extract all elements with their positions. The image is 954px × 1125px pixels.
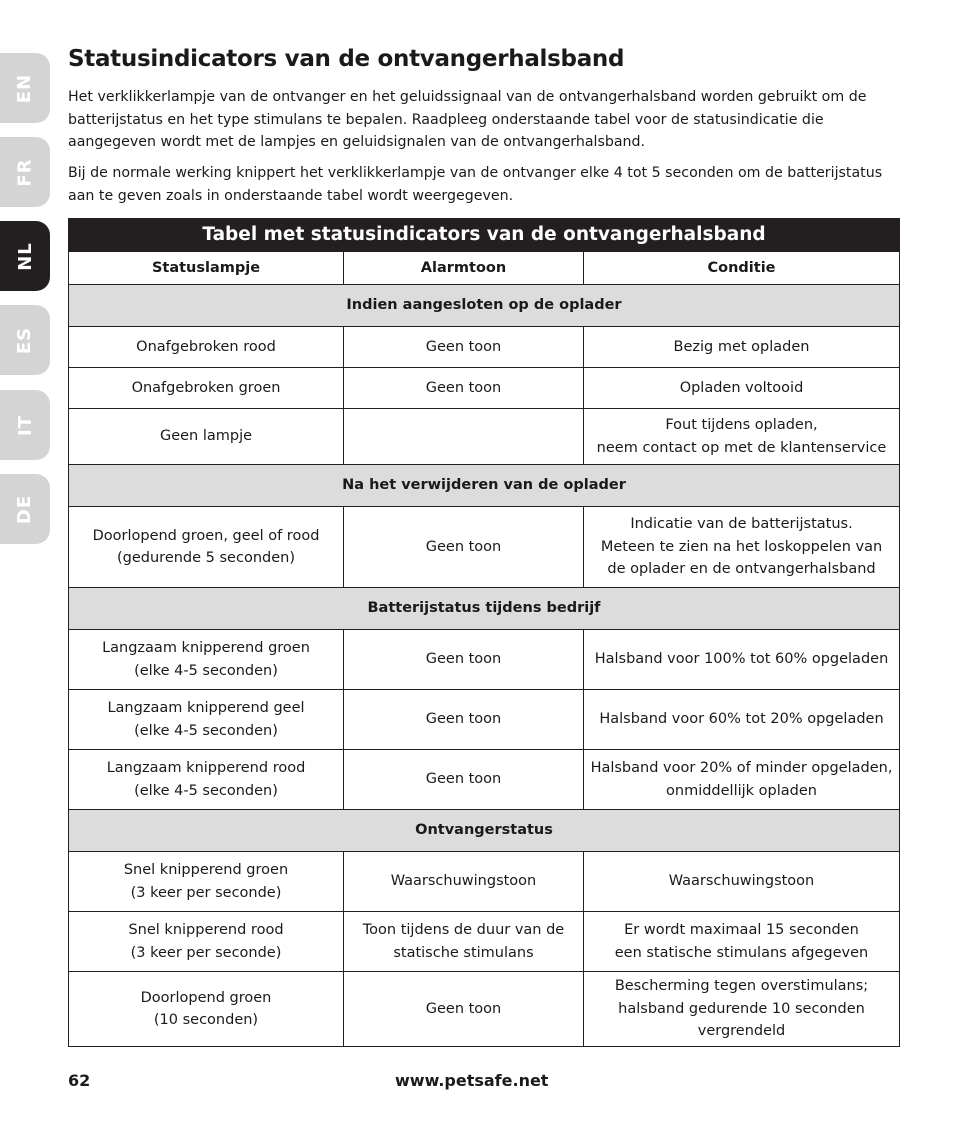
cell-line: Indicatie van de batterijstatus.	[630, 516, 853, 533]
cell-line: (elke 4-5 seconden)	[134, 722, 278, 739]
language-tab-label: FR	[14, 157, 36, 187]
cell-line: Geen toon	[425, 538, 502, 555]
cell-tone	[344, 507, 584, 588]
section-heading: Indien aangesloten op de oplader	[69, 285, 900, 327]
table-row	[69, 409, 900, 465]
cell-line: Geen toon	[425, 711, 502, 728]
language-tab-label: IT	[14, 414, 36, 436]
cell-line: Opladen voltooid	[679, 379, 804, 396]
cell-line: Bezig met opladen	[673, 338, 810, 355]
language-tab-en	[0, 53, 50, 123]
cell-lamp	[69, 912, 344, 972]
cell-lamp	[69, 852, 344, 912]
cell-line: een statische stimulans afgegeven	[614, 944, 869, 961]
section-row	[69, 810, 900, 852]
cell-lamp	[69, 750, 344, 810]
cell-condition	[584, 690, 900, 750]
cell-condition	[584, 409, 900, 465]
section-heading: Batterijstatus tijdens bedrijf	[69, 588, 900, 630]
cell-lamp	[69, 507, 344, 588]
cell-line: Geen toon	[425, 771, 502, 788]
section-heading: Ontvangerstatus	[69, 810, 900, 852]
cell-line: Langzaam knipperend rood	[106, 760, 306, 776]
cell-lamp	[69, 972, 344, 1047]
cell-line: Doorlopend groen, geel of rood	[92, 527, 320, 544]
table-row	[69, 327, 900, 368]
cell-line: Doorlopend groen	[140, 989, 272, 1006]
cell-tone	[344, 409, 584, 465]
table-row	[69, 852, 900, 912]
cell-line: Onafgebroken rood	[136, 338, 276, 355]
cell-tone	[344, 630, 584, 690]
cell-condition	[584, 852, 900, 912]
language-tab-fr	[0, 137, 50, 207]
language-tab-de	[0, 474, 50, 544]
cell-condition	[584, 912, 900, 972]
cell-tone	[344, 912, 584, 972]
cell-line: Langzaam knipperend geel	[107, 700, 305, 716]
table-row	[69, 368, 900, 409]
cell-tone	[344, 327, 584, 368]
cell-line: halsband gedurende 10 seconden	[618, 1000, 865, 1017]
cell-condition	[584, 750, 900, 810]
language-tab-label: NL	[14, 241, 36, 271]
cell-line: Halsband voor 20% of minder opgeladen,	[590, 760, 893, 776]
cell-lamp	[69, 368, 344, 409]
cell-tone	[344, 972, 584, 1047]
table-row	[69, 690, 900, 750]
language-tab-label: EN	[14, 73, 36, 103]
cell-line: Halsband voor 100% tot 60% opgeladen	[594, 651, 889, 668]
cell-line: Geen toon	[425, 1000, 502, 1017]
cell-line: Geen lampje	[159, 428, 253, 445]
page-heading: Statusindicators van de ontvangerhalsband	[68, 46, 625, 72]
table-row	[69, 750, 900, 810]
cell-line: de oplader en de ontvangerhalsband	[607, 561, 876, 578]
cell-line: Fout tijdens opladen,	[665, 417, 818, 433]
language-tab-label: DE	[14, 494, 36, 524]
column-header-status-lamp: Statuslampje	[69, 252, 344, 285]
table-row	[69, 972, 900, 1047]
operation-paragraph: Bij de normale werking knippert het verklikkerlampje van de ontvanger elke 4 tot 5 seconden om de batterijstatus aan te geven zoals in onderstaande tabel wordt weergegeven.	[68, 165, 883, 204]
table-title: Tabel met statusindicators van de ontvangerhalsband	[69, 219, 900, 252]
status-indicator-table	[68, 218, 900, 1047]
cell-line: (10 seconden)	[153, 1012, 259, 1028]
cell-line: Waarschuwingstoon	[390, 873, 537, 890]
intro-paragraph: Het verklikkerlampje van de ontvanger en het geluidssignaal van de ontvangerhalsband worden gebruikt om de batterijstatus en het type stimulans te bepalen. Raadpleeg onderstaande tabel voor de statusindicatie die aangegeven wordt met de lampjes en geluidsignalen van de ontvangerhalsband.	[68, 89, 867, 150]
table-row	[69, 507, 900, 588]
page-number: 62	[68, 1071, 91, 1090]
cell-tone	[344, 690, 584, 750]
cell-line: (3 keer per seconde)	[130, 944, 282, 961]
cell-lamp	[69, 690, 344, 750]
cell-line: Geen toon	[425, 651, 502, 668]
cell-condition	[584, 327, 900, 368]
cell-line: Toon tijdens de duur van de	[362, 922, 565, 938]
cell-line: Onafgebroken groen	[131, 379, 281, 396]
cell-tone	[344, 852, 584, 912]
cell-line: Snel knipperend groen	[123, 862, 289, 878]
cell-line: neem contact op met de klantenservice	[596, 439, 887, 456]
cell-line: statische stimulans	[393, 944, 534, 961]
cell-line: onmiddellijk opladen	[666, 782, 817, 799]
cell-line: (3 keer per seconde)	[130, 884, 282, 901]
cell-line: Er wordt maximaal 15 seconden	[624, 922, 859, 938]
cell-lamp	[69, 327, 344, 368]
cell-line: (elke 4-5 seconden)	[134, 782, 278, 799]
cell-line: vergrendeld	[697, 1023, 786, 1040]
section-row	[69, 285, 900, 327]
language-tab-nl	[0, 221, 50, 291]
cell-lamp	[69, 630, 344, 690]
language-tab-it	[0, 390, 50, 460]
section-row	[69, 465, 900, 507]
column-header-alarm-tone: Alarmtoon	[344, 252, 584, 285]
table-row	[69, 630, 900, 690]
cell-line: Bescherming tegen overstimulans;	[614, 978, 869, 995]
cell-tone	[344, 750, 584, 810]
cell-line: (elke 4-5 seconden)	[134, 662, 278, 679]
cell-line: Geen toon	[425, 338, 502, 355]
cell-condition	[584, 368, 900, 409]
cell-condition	[584, 972, 900, 1047]
cell-line: Snel knipperend rood	[128, 922, 284, 938]
section-heading: Na het verwijderen van de oplader	[69, 465, 900, 507]
cell-condition	[584, 507, 900, 588]
section-row	[69, 588, 900, 630]
cell-line: Geen toon	[425, 379, 502, 396]
cell-line: (gedurende 5 seconden)	[117, 550, 295, 566]
language-tab-es	[0, 305, 50, 375]
cell-line: Langzaam knipperend groen	[102, 640, 310, 656]
cell-line: Halsband voor 60% tot 20% opgeladen	[599, 711, 884, 728]
cell-condition	[584, 630, 900, 690]
table-row	[69, 912, 900, 972]
column-header-condition: Conditie	[584, 252, 900, 285]
cell-lamp	[69, 409, 344, 465]
cell-tone	[344, 368, 584, 409]
cell-line: Waarschuwingstoon	[668, 873, 815, 890]
language-tab-label: ES	[14, 326, 36, 354]
footer-url: www.petsafe.net	[395, 1071, 549, 1090]
cell-line: Meteen te zien na het loskoppelen van	[600, 538, 883, 555]
